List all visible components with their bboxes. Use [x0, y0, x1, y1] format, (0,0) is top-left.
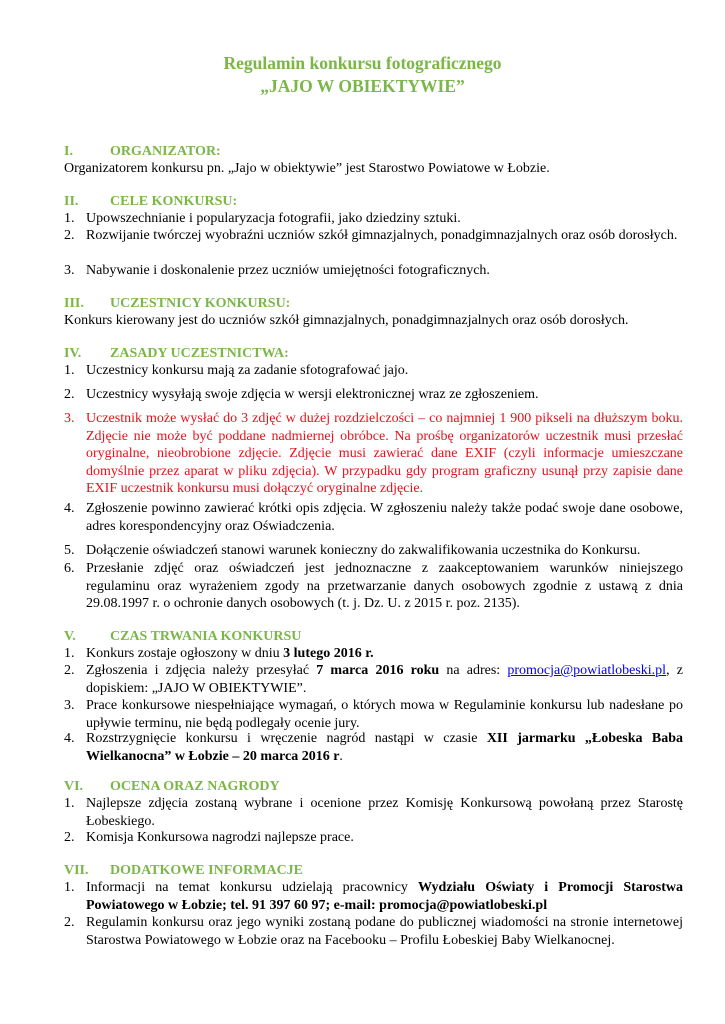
section-evaluation-heading: VI. OCENA ORAZ NAGRODY	[64, 779, 280, 794]
section-participants-heading: III. UCZESTNICY KONKURSU:	[64, 296, 291, 311]
list-item: 2. Uczestnicy wysyłają swoje zdjęcia w wersji elektronicznej wraz ze zgłoszeniem.	[64, 387, 539, 402]
list-item: 3. Nabywanie i doskonalenie przez uczniów umiejętności fotograficznych.	[64, 263, 490, 278]
list-item: 2. Regulamin konkursu oraz jego wyniki zostaną podane do publicznej wiadomości na stronie internetowej Starostwa Powiatowego w Łobzie oraz na Facebooku – Profilu Łobeskiej Baby Wielkanocnej.	[64, 915, 683, 948]
section-organizer-text: Organizatorem konkursu pn. „Jajo w obiektywie” jest Starostwo Powiatowe w Łobzie.	[64, 161, 550, 176]
list-item: 2. Komisja Konkursowa nagrodzi najlepsze prace.	[64, 830, 354, 845]
list-item: 1. Informacji na temat konkursu udzielają pracownicy Wydziału Oświaty i Promocji Starostwa Powiatowego w Łobzie; tel. 91 397 60 97; e-mail: promocja@powiatlobeski.pl	[64, 880, 683, 913]
list-item: 4. Rozstrzygnięcie konkursu i wręczenie nagród nastąpi w czasie XII jarmarku „Łobeska Baba Wielkanocna” w Łobzie – 20 marca 2016 r.	[64, 731, 683, 764]
section-organizer-heading: I. ORGANIZATOR:	[64, 144, 221, 159]
document-title: Regulamin konkursu fotograficznego	[223, 53, 502, 73]
section-duration-heading: V. CZAS TRWANIA KONKURSU	[64, 629, 302, 644]
list-item: 2. Rozwijanie twórczej wyobraźni uczniów szkół gimnazjalnych, ponadgimnazjalnych oraz osób dorosłych.	[64, 228, 678, 243]
list-item-highlighted: 3. Uczestnik może wysłać do 3 zdjęć w dużej rozdzielczości – co najmniej 1 900 pikseli na dłuższym boku. Zdjęcie nie może być poddane nadmiernej obróbce. Na prośbę organizatorów uczestnik musi przesłać oryginalne, nieobrobione zdjęcie. Zdjęcie musi zawierać dane EXIF (czyli informacje umieszczane domyślnie przez aparat w pliku zdjęcia). W przypadku gdy program graficzny usunął przy zapisie dane EXIF uczestnik konkursu musi dołączyć oryginalne zdjęcie.	[64, 411, 683, 496]
section-participants-text: Konkurs kierowany jest do uczniów szkół gimnazjalnych, ponadgimnazjalnych oraz osób dorosłych.	[64, 313, 629, 328]
section-rules-heading: IV. ZASADY UCZESTNICTWA:	[64, 346, 289, 361]
section-goals-heading: II. CELE KONKURSU:	[64, 194, 238, 209]
list-item: 4. Zgłoszenie powinno zawierać krótki opis zdjęcia. W zgłoszeniu należy także podać swoje dane osobowe, adres korespondencyjny oraz Oświadczenia.	[64, 501, 683, 534]
document-subtitle: „JAJO W OBIEKTYWIE”	[260, 76, 465, 96]
list-item: 3. Prace konkursowe niespełniające wymagań, o których mowa w Regulaminie konkursu lub nadesłane po upływie terminu, nie będą podlegały ocenie jury.	[64, 698, 683, 731]
list-item: 1. Upowszechnianie i popularyzacja fotografii, jako dziedziny sztuki.	[64, 211, 461, 226]
list-item: 1. Konkurs zostaje ogłoszony w dniu 3 lutego 2016 r.	[64, 646, 374, 661]
list-item: 1. Uczestnicy konkursu mają za zadanie sfotografować jajo.	[64, 363, 409, 378]
list-item: 2. Zgłoszenia i zdjęcia należy przesyłać 7 marca 2016 roku na adres: promocja@powiatlobeski.pl, z dopiskiem: „JAJO W OBIEKTYWIE”.	[64, 663, 683, 696]
list-item: 6. Przesłanie zdjęć oraz oświadczeń jest jednoznaczne z zaakceptowaniem warunków niniejszego regulaminu oraz wyrażeniem zgody na przetwarzanie danych osobowych zgodnie z ustawą z dnia 29.08.1997 r. o ochronie danych osobowych (t. j. Dz. U. z 2015 r. poz. 2135).	[64, 561, 683, 611]
list-item: 1. Najlepsze zdjęcia zostaną wybrane i ocenione przez Komisję Konkursową powołaną przez Starostę Łobeskiego.	[64, 796, 683, 829]
list-item: 5. Dołączenie oświadczeń stanowi warunek konieczny do zakwalifikowania uczestnika do Konkursu.	[64, 543, 641, 558]
email-link[interactable]: promocja@powiatlobeski.pl	[507, 663, 667, 678]
section-additional-heading: VII. DODATKOWE INFORMACJE	[64, 863, 304, 878]
